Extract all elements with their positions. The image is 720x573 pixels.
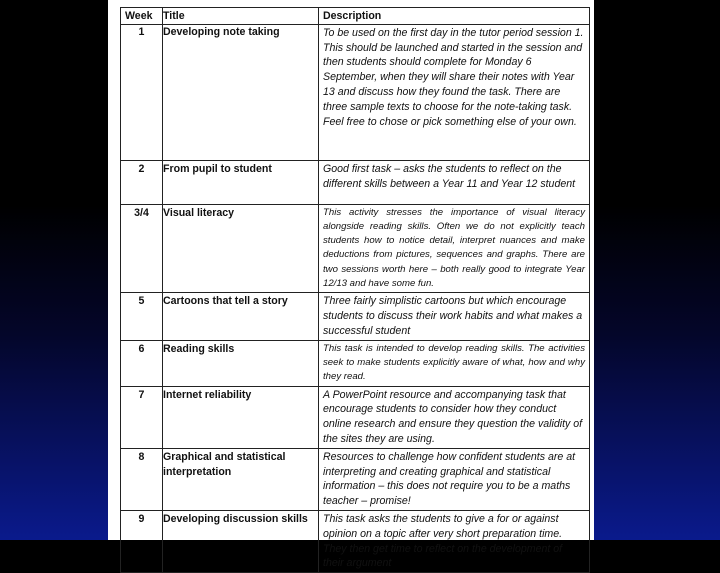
description-cell: This task is intended to develop reading skills. The activities seek to make students explicitly aware of what, how and why they read. — [319, 341, 590, 387]
title-cell: Internet reliability — [163, 386, 319, 448]
header-description-cell — [319, 8, 590, 25]
description-cell: Three fairly simplistic cartoons but which encourage students to discuss their work habits and what makes a successful student — [319, 293, 590, 341]
document-page — [108, 0, 594, 570]
title-cell: From pupil to student — [163, 160, 319, 204]
week-cell: 8 — [121, 448, 163, 510]
week-cell: 1 — [121, 24, 163, 160]
table-row — [121, 448, 590, 510]
title-cell: Developing note taking — [163, 24, 319, 160]
title-cell: Cartoons that tell a story — [163, 293, 319, 341]
week-cell: 7 — [121, 386, 163, 448]
header-row — [121, 8, 590, 25]
table-row — [121, 293, 590, 341]
header-title-cell — [163, 8, 319, 25]
week-cell: 2 — [121, 160, 163, 204]
tutor-programme-table — [120, 7, 590, 573]
table-row — [121, 24, 590, 160]
description-cell: This task asks the students to give a for or against opinion on a topic after very short preparation time. They then get time to reflect on the development of their argument — [319, 511, 590, 573]
table-row — [121, 160, 590, 204]
week-cell: 6 — [121, 341, 163, 387]
description-cell: A PowerPoint resource and accompanying task that encourage students to consider how they conduct online research and ensure they question the validity of the sites they are using. — [319, 386, 590, 448]
table-row — [121, 386, 590, 448]
week-cell: 3/4 — [121, 204, 163, 292]
header-week-title-cell — [121, 8, 163, 25]
table-row — [121, 341, 590, 387]
title-cell: Graphical and statistical interpretation — [163, 448, 319, 510]
week-cell: 9 — [121, 511, 163, 573]
description-cell: Good first task – asks the students to reflect on the different skills between a Year 11 and Year 12 student — [319, 160, 590, 204]
header-description: Description — [323, 10, 382, 22]
table-row — [121, 511, 590, 573]
header-title: Title — [163, 10, 185, 22]
title-cell: Reading skills — [163, 341, 319, 387]
description-cell: Resources to challenge how confident students are at interpreting and creating graphical and statistical information – this does not require you to be a maths teacher – promise! — [319, 448, 590, 510]
title-cell: Visual literacy — [163, 204, 319, 292]
header-week: Week — [125, 10, 153, 22]
description-cell: This activity stresses the importance of visual literacy alongside reading skills. Often we do not explicitly teach students how to notice detail, interpret nuances and make deductions from pictures, sequences and graphs. There are two sessions worth here – both really good to integrate Year 12/13 and have some fun. — [319, 204, 590, 292]
title-cell: Developing discussion skills — [163, 511, 319, 573]
table-row — [121, 204, 590, 292]
week-cell: 5 — [121, 293, 163, 341]
description-cell: To be used on the first day in the tutor period session 1. This should be launched and started in the session and then students should complete for Monday 6 September, when they will share their notes with Year 13 and discuss how they found the task. There are three sample texts to choose for the note-taking task. Feel free to chose or pick something else of your own. — [319, 24, 590, 160]
